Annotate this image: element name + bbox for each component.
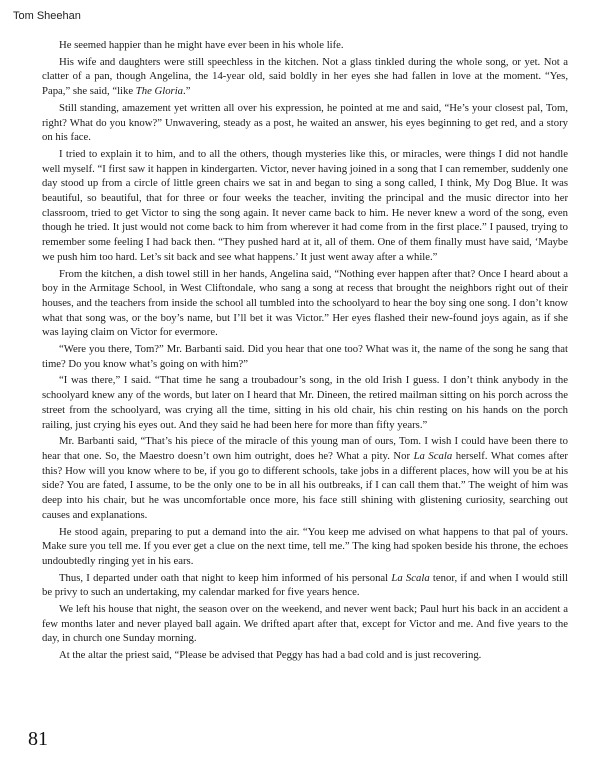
body-text bbox=[42, 38, 568, 663]
paragraph: His wife and daughters were still speechless in the kitchen. Not a glass tinkled during the whole song, or yet. Not a clatter of a pan, though Angelina, the 14-year old, said boldly in her eyes she had fallen in love at the moment. “Yes, Papa,” she said, “like The Gloria.” bbox=[42, 55, 568, 98]
paragraph: From the kitchen, a dish towel still in her hands, Angelina said, “Nothing ever happen after that? Once I heard about a boy in the Armitage School, in West Cliftondale, who sang a song at recess that brought the neighbors right out of their houses, and the teachers from inside the school all tumbled into the schoolyard to hear the boy sing one song. I don’t know what that song was, or the boy’s name, but I’ll bet it was Victor.” Her eyes flashed their new-found joys again, as if she was laying claim on Victor for evermore. bbox=[42, 267, 568, 339]
paragraph: At the altar the priest said, “Please be advised that Peggy has had a bad cold and is just recovering. bbox=[59, 649, 482, 662]
paragraph: We left his house that night, the season over on the weekend, and never went back; Paul hurt his back in an accident a few months later and never played ball again. We drifted apart after that, except for Victor and me. And five years to the day, in church one Sunday morning. bbox=[42, 603, 568, 645]
paragraph: “Were you there, Tom?” Mr. Barbanti said. Did you hear that one too? What was it, the name of the song he sang that time? Do you know what’s going on with him?” bbox=[42, 343, 568, 370]
italic-title: La Scala bbox=[413, 449, 453, 462]
paragraph: Thus, I departed under oath that night to keep him informed of his personal La Scala tenor, if and when I would still be privy to such an undertaking, my calendar marked for five years hence. bbox=[42, 571, 568, 599]
running-head-author: Tom Sheehan bbox=[13, 10, 81, 22]
paragraph: I tried to explain it to him, and to all the others, though mysteries like this, or miracles, were things I did not handle well myself. “I first saw it happen in kindergarten. Victor, never having joined in a song that I can remember, suddenly one day stood up from a circle of little green chairs we sat in and began to sing a song called, I think, My Dog Blue. It was beautiful, so beautiful, that for three or four weeks the teacher, inviting the principal and the music director into her classroom, tried to get Victor to sing the song again. It never came back to him. He never knew a word of the song, even though he tried. It just would not come back to him from wherever it had come from in the first place.” I paused, trying to remember some feeling I had back then. “They pushed hard at it, all of them. One of them finally must have said, ‘Maybe we push him too hard. Let’s sit back and see what happens.’ It just went away after a while.” bbox=[42, 147, 568, 263]
paragraph: Mr. Barbanti said, “That’s his piece of the miracle of this young man of ours, Tom. I wish I could have been there to hear that one. So, the Maestro doesn’t own him outright, does he? What a pity. Nor La Scala herself. What comes after this? How will you know where to be, if you go to different schools, take jobs in a different places, how will you be at his side? You are fated, I assume, to be the only one to be in all his outbreaks, if I can call them that.” The weight of him was deep into his chair, but he was uncomfortable once more, his face still shining with glistening curiosity, searching out causes and explanations. bbox=[42, 435, 568, 521]
paragraph: He stood again, preparing to put a demand into the air. “You keep me advised on what happens to that pal of yours. Make sure you tell me. If you ever get a clue on the next time, tell me.” The king had spoken beside his throne, the echoes undoubtedly ringing yet in his ears. bbox=[42, 525, 568, 567]
paragraph: He seemed happier than he might have ever been in his whole life. bbox=[59, 39, 344, 51]
paragraph: Still standing, amazement yet written all over his expression, he pointed at me and said, “He’s your closest pal, Tom, right? What do you know?” Unwavering, steady as a post, he waited an answer, his eyes beginning to get red, and a story on his face. bbox=[42, 101, 568, 144]
italic-title: La Scala bbox=[391, 571, 430, 584]
page-number: 81 bbox=[28, 728, 48, 750]
italic-title: The Gloria bbox=[135, 85, 184, 98]
paragraph: “I was there,” I said. “That time he sang a troubadour’s song, in the old Irish I guess. I don’t think anybody in the schoolyard knew any of the words, but later on I heard that Mr. Dineen, the retired mailman sitting on his porch across the street from the schoolyard, was crying all the time, sitting in his old chair, his chin resting on his hands on the porch railing, just crying his eyes out. And they said he had been here for more than fifty years.” bbox=[42, 374, 568, 431]
